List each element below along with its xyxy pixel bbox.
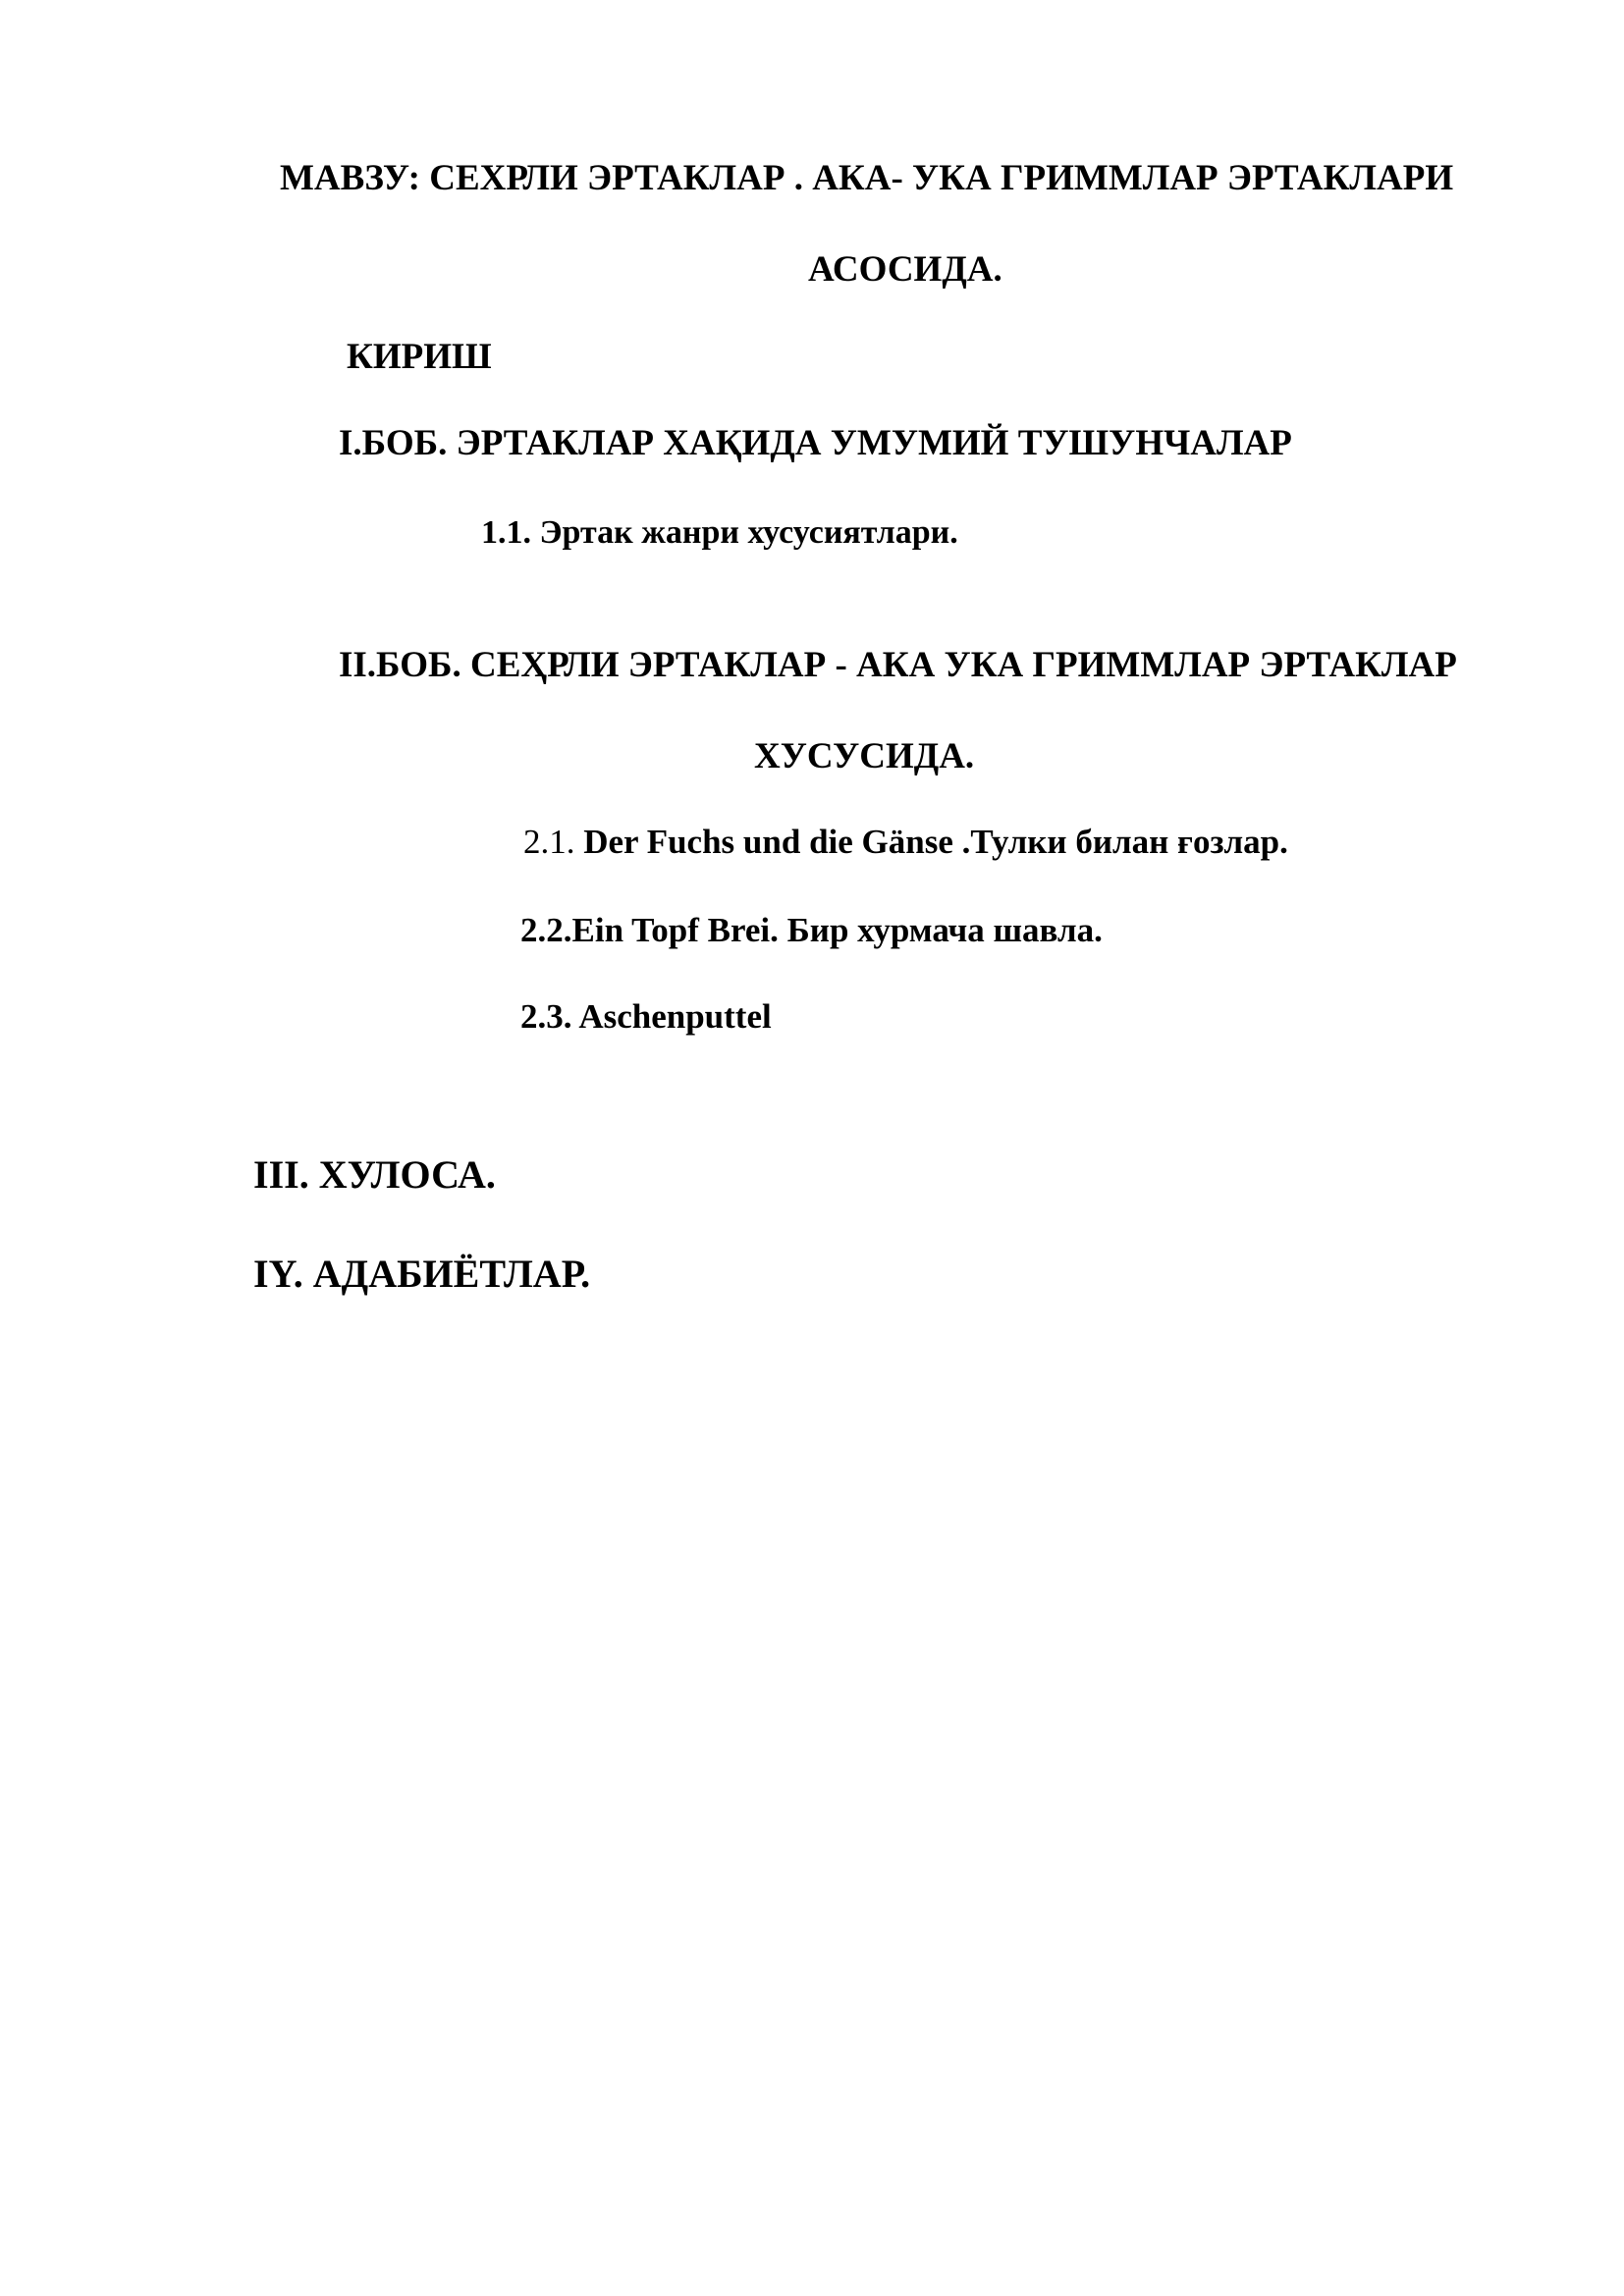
section-2-1 <box>523 825 1288 859</box>
section-1-1: 1.1. Эртак жанри хусусиятлари. <box>481 514 958 551</box>
conclusion-heading: III. ХУЛОСА. <box>253 1152 496 1197</box>
chapter-2-title-line-1: II.БОБ. СЕҲРЛИ ЭРТАКЛАР - АКА УКА ГРИММЛАР ЭРТАКЛАР <box>339 645 1457 685</box>
section-2-1-text: Der Fuchs und die Gänse .Тулки билан ғозлар. <box>583 823 1288 861</box>
section-2-3: 2.3. Aschenputtel <box>520 997 772 1036</box>
introduction-heading: КИРИШ <box>347 337 492 377</box>
section-2-2: 2.2.Ein Topf Brei. Бир хурмача шавла. <box>520 911 1103 949</box>
section-2-1-number: 2.1. <box>523 823 575 861</box>
topic-title-line-2: АСОСИДА. <box>808 249 1002 290</box>
chapter-1-title: I.БОБ. ЭРТАКЛАР ХАҚИДА УМУМИЙ ТУШУНЧАЛАР <box>339 423 1292 463</box>
chapter-2-title-line-2: ХУСУСИДА. <box>754 736 975 776</box>
literature-heading: IY. АДАБИЁТЛАР. <box>253 1252 591 1296</box>
topic-title-line-1: МАВЗУ: СЕХРЛИ ЭРТАКЛАР . АКА- УКА ГРИММЛАР ЭРТАКЛАРИ <box>280 158 1454 198</box>
